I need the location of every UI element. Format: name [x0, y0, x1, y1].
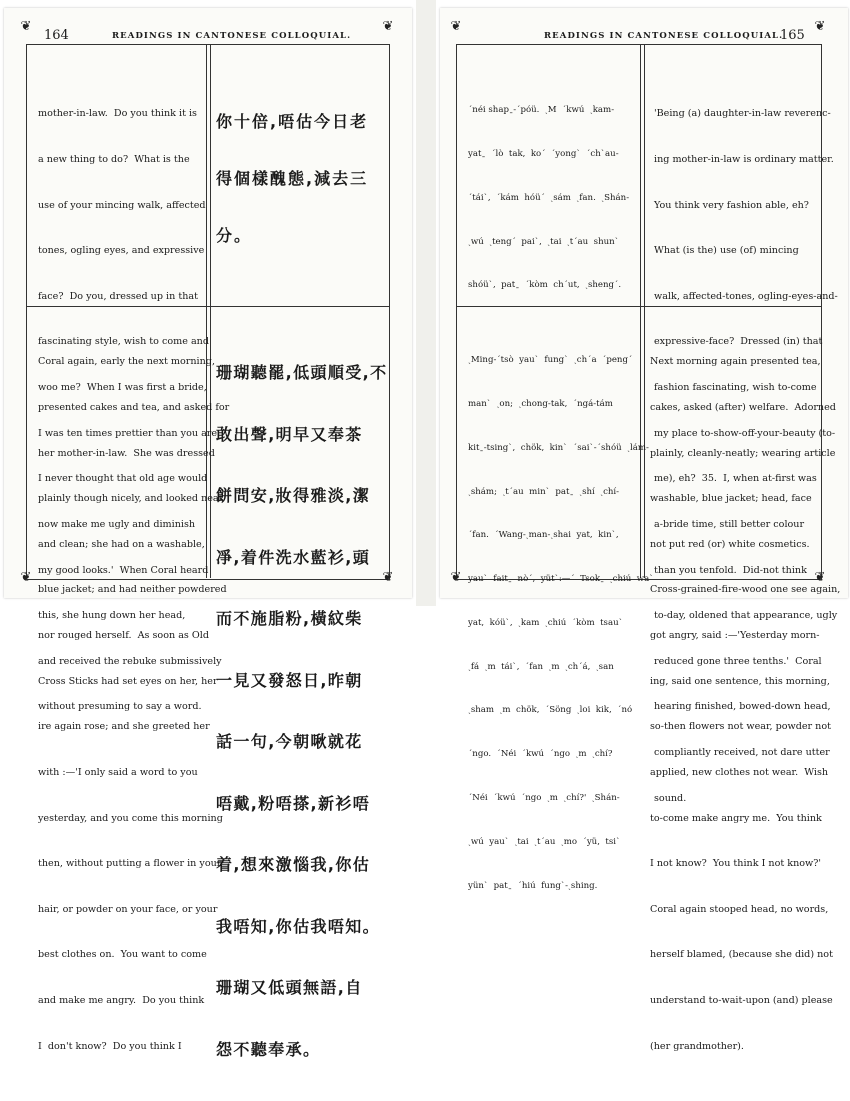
corner-ornament-bottom-left: ❦	[450, 570, 462, 585]
text-line: ˊnéi shapˍ-ˊpóü. ˏM ˊkwú ˏkam-	[468, 105, 615, 116]
text-line: 一見又發怒日,昨朝	[216, 670, 363, 690]
text-line: yauˋ faitˍ nòˊ, yütˋ:—ˊ Tsokˍ ˏchiú waˋ	[468, 574, 654, 585]
corner-ornament-bottom-right: ❦	[382, 570, 394, 585]
text-line: You think very fashion able, eh?	[654, 199, 809, 211]
text-line: 敢出聲,明早又奉茶	[216, 424, 363, 444]
text-line: face? Do you, dressed up in that	[38, 290, 198, 302]
text-line: and received the rebuke submissively	[38, 655, 222, 667]
text-line: not put red (or) white cosmetics.	[650, 538, 810, 550]
text-line: ˏsham ˏm chök, ˊSöng ˏloi kik, ˊnó	[468, 705, 633, 716]
corner-ornament-top-right: ❦	[814, 19, 826, 34]
corner-ornament-top-left: ❦	[450, 19, 462, 34]
text-line: ˏfá ˏm táiˋ, ˊfan ˏm ˏchˊá, ˏsan	[468, 661, 614, 672]
text-line: Cross Sticks had set eyes on her, her	[38, 675, 218, 687]
text-line: ing mother-in-law is ordinary matter.	[654, 154, 834, 166]
text-line: 話一句,今朝啾就花	[216, 732, 363, 751]
text-line: ire again rose; and she greeted her	[38, 721, 210, 733]
corner-ornament-bottom-right: ❦	[814, 570, 826, 585]
text-line: now make me ugly and diminish	[38, 518, 196, 530]
text-line: a-bride time, still better colour	[654, 518, 805, 530]
text-line: a new thing to do? What is the	[38, 154, 190, 166]
text-line: herself blamed, (because she did) not	[650, 949, 833, 961]
text-line: nor rouged herself. As soon as Old	[38, 630, 209, 642]
text-line: cakes, asked (after) welfare. Adorned	[650, 402, 836, 414]
text-line: presented cakes and tea, and asked for	[38, 402, 230, 414]
text-line: ˊngo. ˊNéi ˊkwú ˊngo ˏm ˏchí?	[468, 749, 613, 760]
text-line: What (is the) use (of) mincing	[654, 245, 799, 257]
text-line: woo me? When I was first a bride,	[38, 382, 207, 394]
text-line: ˏwú ˏtengˊ paiˋ, ˏtai ˏtˊau shunˋ	[468, 236, 619, 247]
text-line: yesterday, and you come this morning	[38, 812, 223, 824]
text-line: understand to-wait-upon (and) please	[650, 994, 833, 1006]
text-line: 你十倍,唔估今日老	[216, 112, 369, 131]
text-line: ing, said one sentence, this morning,	[650, 675, 830, 687]
text-line: I was ten times prettier than you are.	[38, 427, 221, 439]
text-line: her mother-in-law. She was dressed	[38, 447, 215, 459]
text-line: 得個樣醜態,減去三	[216, 169, 369, 188]
text-line: 餅問安,妝得雅淡,潔	[216, 486, 371, 505]
text-line: blue jacket; and had neither powdered	[38, 584, 227, 596]
text-line: yat, kóüˋ, ˏkam ˏchiú ˊkòm tsauˋ	[468, 617, 623, 628]
text-line: ˏshám; ˏtˊau minˋ patˍ ˏshí ˏchí-	[468, 486, 620, 497]
chinese-text-bottom	[216, 322, 388, 1101]
text-line: fashion fascinating, wish to-come	[654, 382, 817, 394]
text-line: sound.	[654, 792, 687, 804]
text-line: tones, ogling eyes, and expressive	[38, 245, 205, 257]
english-translation-bottom	[38, 324, 229, 1084]
text-line: I not know? You think I not know?'	[650, 858, 822, 870]
text-line: 而不施脂粉,橫紋柴	[216, 609, 363, 628]
corner-ornament-bottom-left: ❦	[20, 570, 32, 585]
text-line: best clothes on. You want to come	[38, 949, 207, 961]
text-line: 珊瑚聽罷,低頭順受,不	[216, 363, 388, 382]
text-line: hair, or powder on your face, or your	[38, 903, 218, 915]
text-line: I don't know? Do you think I	[38, 1040, 182, 1052]
text-line: reduced gone three tenths.' Coral	[654, 655, 822, 667]
text-line: then, without putting a flower in your	[38, 858, 222, 870]
text-line: kitˍ-tsingˋ, chök, kinˋ ˊsaiˋ-ˊshóü ˏlám-	[468, 442, 649, 453]
text-line: (her grandmother).	[650, 1040, 744, 1052]
text-line: than you tenfold. Did-not think	[654, 564, 807, 576]
text-line: shóüˋ, patˍ ˊkòm chˊut, ˏshengˊ.	[468, 280, 622, 291]
text-line: washable, blue jacket; head, face	[650, 493, 812, 505]
text-line: compliantly received, not dare utter	[654, 746, 830, 758]
running-head: READINGS IN CANTONESE COLLOQUIAL.	[544, 31, 784, 41]
text-line: to-day, oldened that appearance, ugly	[654, 610, 838, 622]
text-line: without presuming to say a word.	[38, 701, 202, 713]
text-line: use of your mincing walk, affected	[38, 199, 206, 211]
text-line: this, she hung down her head,	[38, 610, 186, 622]
corner-ornament-top-left: ❦	[20, 19, 32, 34]
literal-translation-bottom	[650, 324, 840, 1084]
text-line: ˏMing-ˊtsò yauˋ fungˋ ˏchˊa ˊpengˊ	[468, 355, 633, 366]
romanization-bottom	[468, 324, 654, 922]
right-page	[440, 8, 848, 1052]
text-line: 怨不聽奉承。	[216, 1039, 321, 1059]
text-line: 分。	[216, 226, 253, 245]
text-line: 我唔知,你估我唔知。	[216, 916, 381, 936]
chinese-text-top	[216, 74, 368, 283]
text-line: yünˋ patˍ ˊhiú fungˋ-ˏshing.	[468, 880, 598, 891]
text-line: got angry, said :—'Yesterday morn-	[650, 630, 820, 642]
text-line: plainly though nicely, and looked neat	[38, 493, 223, 505]
text-line: ˊtáiˋ, ˊkám hóüˊ ˏsám ˏfan. ˏShán-	[468, 192, 630, 203]
text-line: my place to-show-off-your-beauty (to-	[654, 427, 836, 439]
text-line: ˊNéi ˊkwú ˊngo ˏm ˏchí?' ˏShán-	[468, 793, 620, 803]
text-line: Cross-grained-fire-wood one see again,	[650, 584, 841, 596]
text-line: 着,想來激惱我,你估	[216, 855, 371, 874]
text-line: applied, new clothes not wear. Wish	[650, 766, 829, 778]
page-number: 165	[780, 28, 805, 43]
text-line: with :—'I only said a word to you	[38, 766, 198, 778]
text-line: 珊瑚又低頭無語,自	[216, 978, 363, 997]
text-line: ˊfan. ˊWang-ˏman-ˏshai yat, kinˋ,	[468, 530, 619, 541]
text-line: hearing finished, bowed-down head,	[654, 701, 831, 713]
text-line: walk, affected-tones, ogling-eyes-and-	[654, 290, 838, 302]
text-line: my good looks.' When Coral heard	[38, 564, 209, 576]
text-line: Coral again, early the next morning,	[38, 356, 215, 368]
text-line: expressive-face? Dressed (in) that	[654, 336, 823, 348]
text-line: 'Being (a) daughter-in-law reverenc-	[654, 108, 831, 120]
book-gutter	[416, 0, 436, 606]
text-line: and make me angry. Do you think	[38, 994, 205, 1006]
text-line: mother-in-law. Do you think it is	[38, 108, 197, 120]
text-line: 凈,着件洗水藍衫,頭	[216, 547, 371, 567]
text-line: ˏwú yauˋ ˏtai ˏtˊau ˏmo ˊyü, tsiˋ	[468, 836, 621, 847]
text-line: Next morning again presented tea,	[650, 356, 821, 368]
text-line: to-come make angry me. You think	[650, 812, 822, 824]
text-line: fascinating style, wish to come and	[38, 336, 209, 348]
romanization-top	[468, 74, 629, 322]
corner-ornament-top-right: ❦	[382, 19, 394, 34]
page-number: 164	[44, 28, 69, 43]
text-line: 唔戴,粉唔搽,新衫唔	[216, 793, 371, 813]
text-line: manˋ ˏon; ˏchong-tak, ˊngá-tám	[468, 398, 613, 409]
left-page	[4, 8, 412, 1059]
text-line: so-then flowers not wear, powder not	[650, 721, 831, 733]
text-line: plainly, cleanly-neatly; wearing article	[650, 447, 836, 459]
running-head: READINGS IN CANTONESE COLLOQUIAL.	[112, 31, 352, 41]
text-line: Coral again stooped head, no words,	[650, 903, 829, 915]
text-line: I never thought that old age would	[38, 473, 208, 485]
text-line: yatˍ ˊlò tak, koˊ ˊyongˋ ˊchˋau-	[468, 148, 619, 159]
text-line: and clean; she had on a washable,	[38, 538, 205, 550]
text-line: me), eh? 35. I, when at-first was	[654, 473, 817, 485]
